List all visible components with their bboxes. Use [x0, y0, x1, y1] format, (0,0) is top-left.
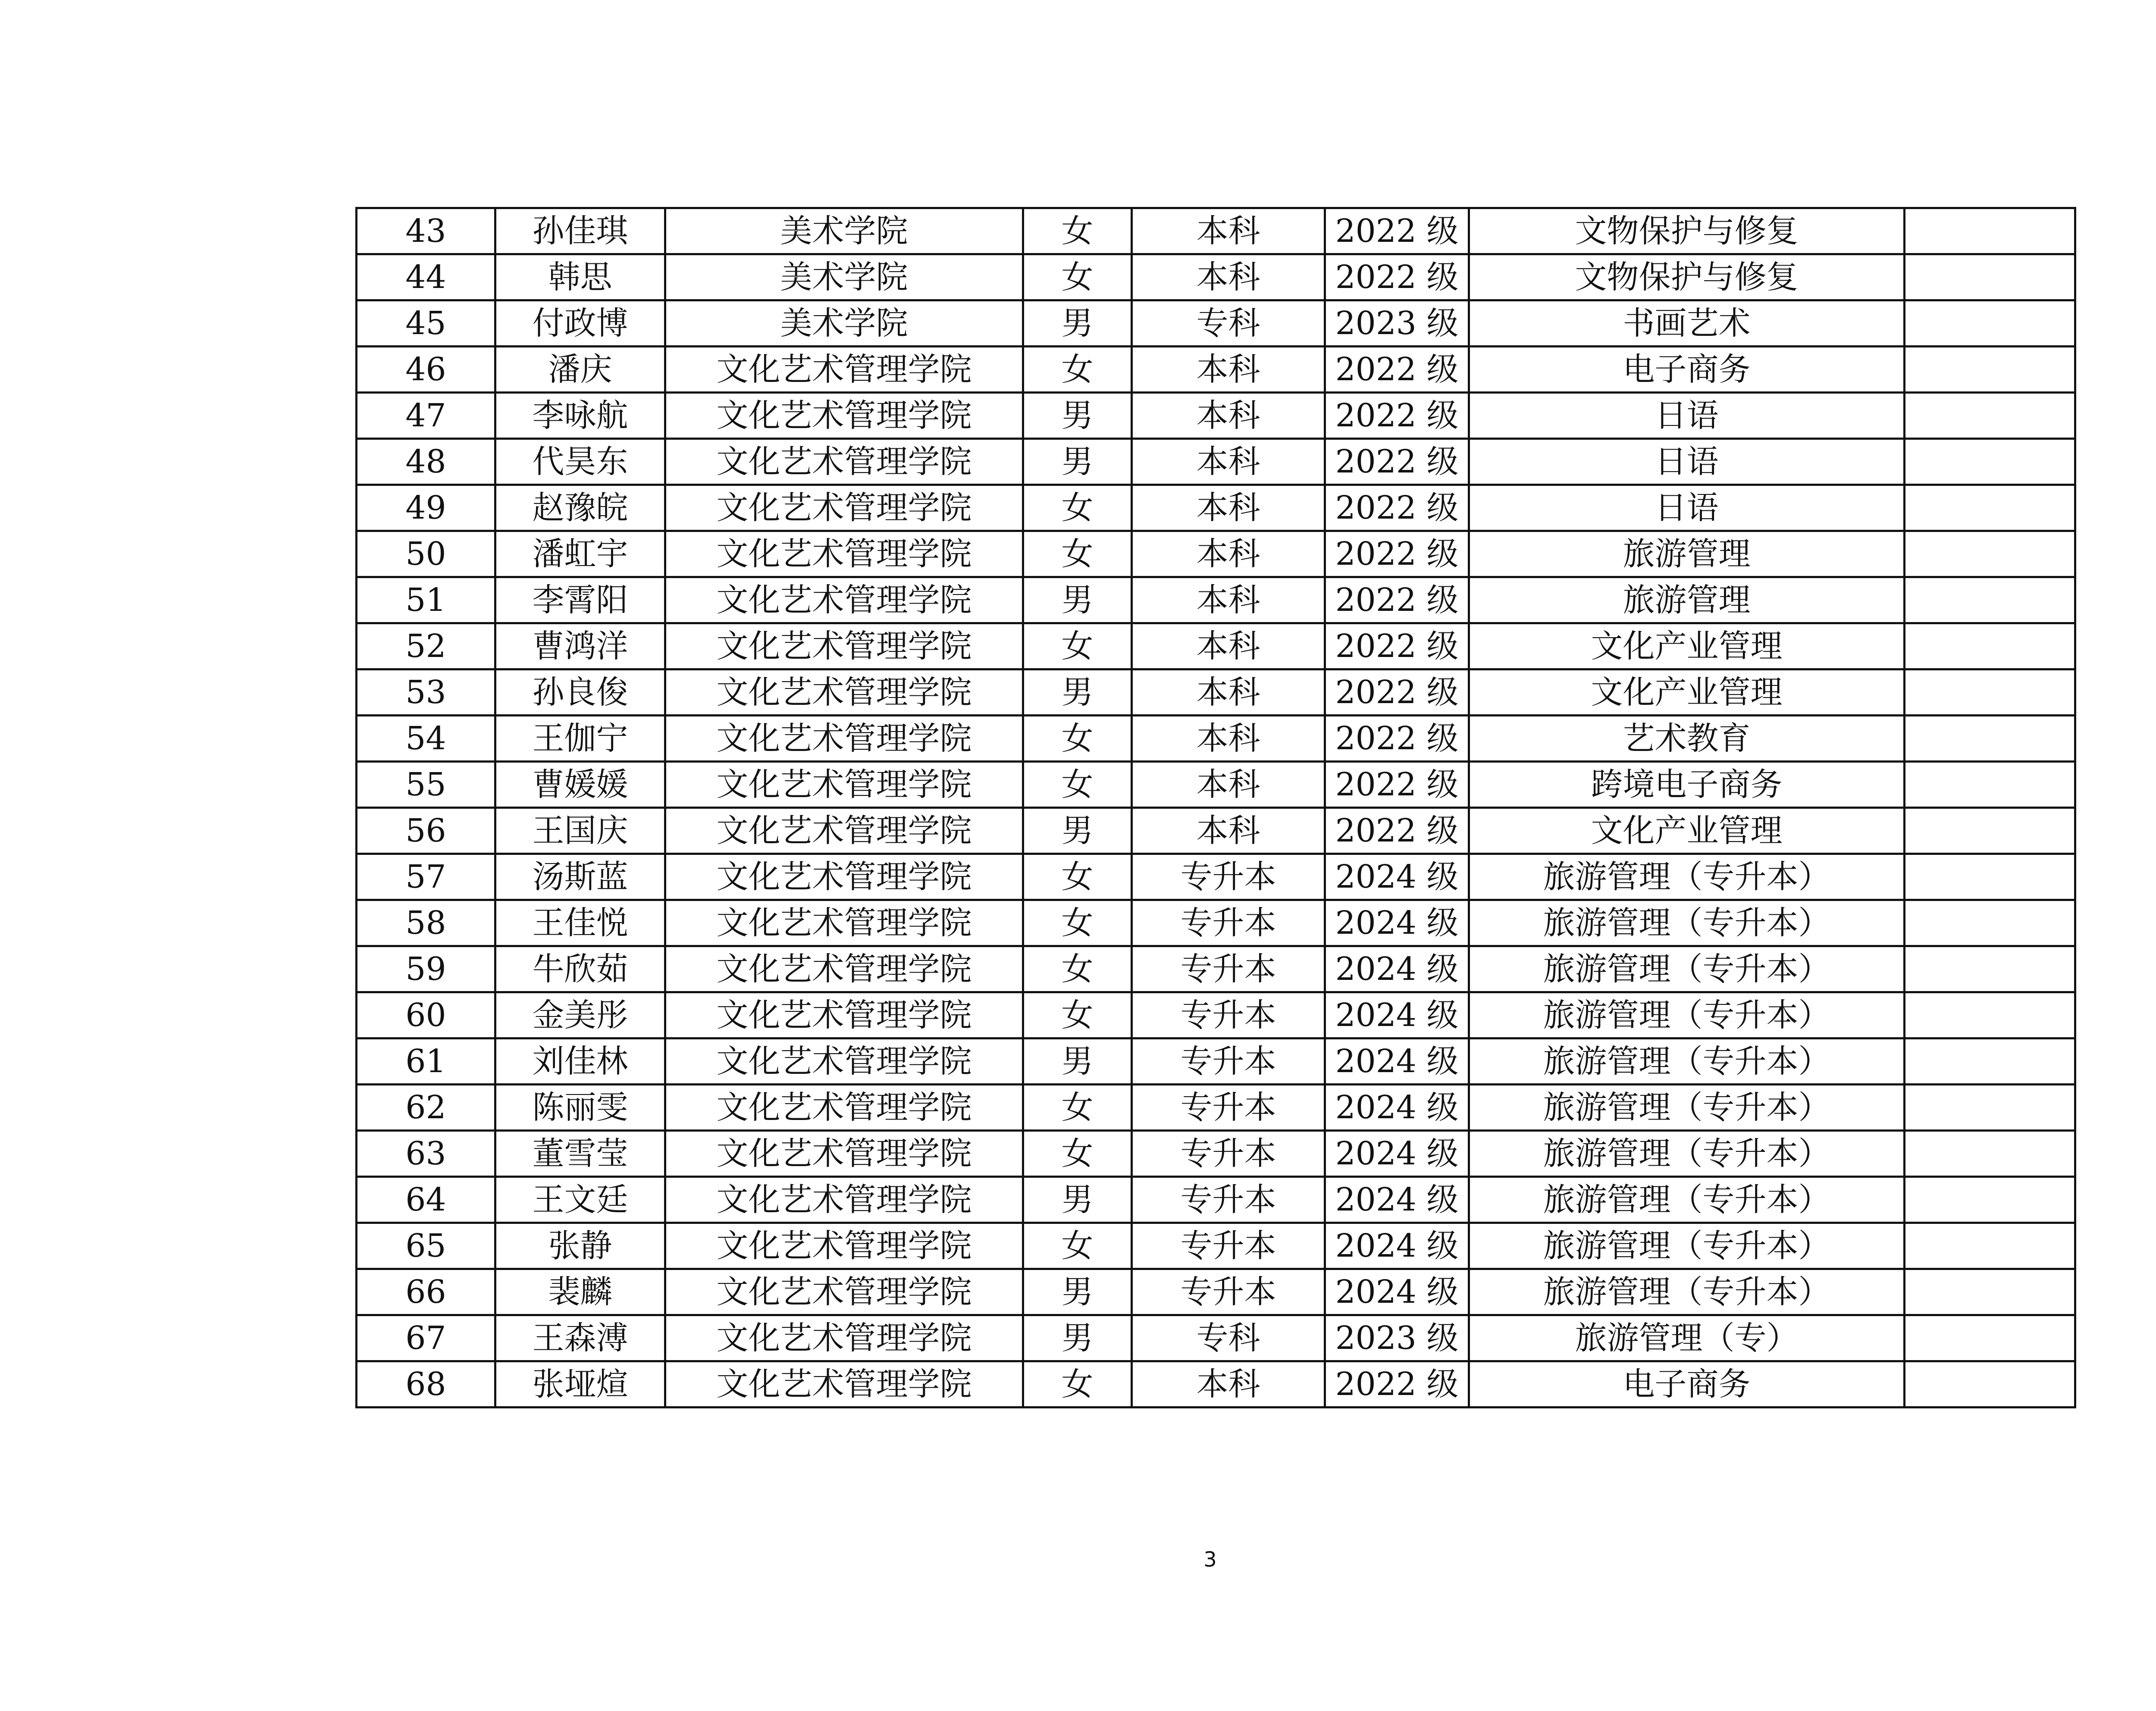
- education-level-cell: 专科: [1132, 300, 1325, 347]
- remark-cell: [1905, 669, 2075, 716]
- table-row: [357, 808, 2075, 854]
- grade-cell: 2024 级: [1325, 854, 1469, 900]
- grade-cell: 2022 级: [1325, 1361, 1469, 1408]
- college-cell: 文化艺术管理学院: [665, 1361, 1023, 1408]
- remark-cell: [1905, 900, 2075, 946]
- row-number-cell: 47: [357, 393, 495, 439]
- college-cell: 文化艺术管理学院: [665, 439, 1023, 485]
- college-cell: 文化艺术管理学院: [665, 347, 1023, 393]
- major-cell: 旅游管理（专升本）: [1469, 1131, 1905, 1177]
- table-row: [357, 300, 2075, 347]
- student-name-cell: 李咏航: [495, 393, 665, 439]
- college-cell: 文化艺术管理学院: [665, 1223, 1023, 1269]
- remark-cell: [1905, 254, 2075, 300]
- row-number-cell: 53: [357, 669, 495, 716]
- gender-cell: 男: [1023, 1269, 1132, 1315]
- education-level-cell: 本科: [1132, 531, 1325, 577]
- student-name-cell: 汤斯蓝: [495, 854, 665, 900]
- education-level-cell: 专升本: [1132, 992, 1325, 1038]
- education-level-cell: 本科: [1132, 485, 1325, 531]
- student-name-cell: 刘佳林: [495, 1038, 665, 1085]
- student-name-cell: 韩思: [495, 254, 665, 300]
- college-cell: 文化艺术管理学院: [665, 393, 1023, 439]
- gender-cell: 男: [1023, 439, 1132, 485]
- major-cell: 日语: [1469, 393, 1905, 439]
- student-name-cell: 王伽宁: [495, 716, 665, 762]
- student-name-cell: 金美彤: [495, 992, 665, 1038]
- gender-cell: 男: [1023, 669, 1132, 716]
- student-name-cell: 牛欣茹: [495, 946, 665, 992]
- row-number-cell: 57: [357, 854, 495, 900]
- remark-cell: [1905, 347, 2075, 393]
- college-cell: 文化艺术管理学院: [665, 1131, 1023, 1177]
- gender-cell: 女: [1023, 347, 1132, 393]
- row-number-cell: 59: [357, 946, 495, 992]
- grade-cell: 2022 级: [1325, 254, 1469, 300]
- college-cell: 文化艺术管理学院: [665, 669, 1023, 716]
- table-row: [357, 900, 2075, 946]
- education-level-cell: 本科: [1132, 762, 1325, 808]
- row-number-cell: 44: [357, 254, 495, 300]
- table-body: [357, 208, 2075, 1408]
- student-name-cell: 孙良俊: [495, 669, 665, 716]
- major-cell: 电子商务: [1469, 1361, 1905, 1408]
- gender-cell: 女: [1023, 716, 1132, 762]
- major-cell: 旅游管理（专升本）: [1469, 992, 1905, 1038]
- row-number-cell: 65: [357, 1223, 495, 1269]
- remark-cell: [1905, 1361, 2075, 1408]
- college-cell: 文化艺术管理学院: [665, 1038, 1023, 1085]
- education-level-cell: 本科: [1132, 716, 1325, 762]
- remark-cell: [1905, 1085, 2075, 1131]
- row-number-cell: 50: [357, 531, 495, 577]
- row-number-cell: 52: [357, 623, 495, 669]
- remark-cell: [1905, 1131, 2075, 1177]
- row-number-cell: 67: [357, 1315, 495, 1361]
- major-cell: 旅游管理（专升本）: [1469, 1038, 1905, 1085]
- education-level-cell: 专升本: [1132, 1269, 1325, 1315]
- education-level-cell: 专升本: [1132, 1177, 1325, 1223]
- remark-cell: [1905, 485, 2075, 531]
- gender-cell: 女: [1023, 762, 1132, 808]
- table-row: [357, 254, 2075, 300]
- row-number-cell: 60: [357, 992, 495, 1038]
- gender-cell: 女: [1023, 254, 1132, 300]
- table-row: [357, 347, 2075, 393]
- student-name-cell: 潘庆: [495, 347, 665, 393]
- college-cell: 文化艺术管理学院: [665, 623, 1023, 669]
- row-number-cell: 63: [357, 1131, 495, 1177]
- gender-cell: 女: [1023, 485, 1132, 531]
- college-cell: 文化艺术管理学院: [665, 531, 1023, 577]
- college-cell: 文化艺术管理学院: [665, 1177, 1023, 1223]
- table-row: [357, 1177, 2075, 1223]
- table-row: [357, 1038, 2075, 1085]
- college-cell: 文化艺术管理学院: [665, 854, 1023, 900]
- gender-cell: 女: [1023, 1131, 1132, 1177]
- major-cell: 文物保护与修复: [1469, 208, 1905, 254]
- grade-cell: 2022 级: [1325, 393, 1469, 439]
- gender-cell: 女: [1023, 1223, 1132, 1269]
- gender-cell: 男: [1023, 808, 1132, 854]
- table-row: [357, 1315, 2075, 1361]
- education-level-cell: 本科: [1132, 439, 1325, 485]
- remark-cell: [1905, 1038, 2075, 1085]
- table-row: [357, 393, 2075, 439]
- student-name-cell: 王森溥: [495, 1315, 665, 1361]
- gender-cell: 男: [1023, 1177, 1132, 1223]
- row-number-cell: 68: [357, 1361, 495, 1408]
- college-cell: 文化艺术管理学院: [665, 485, 1023, 531]
- major-cell: 旅游管理（专升本）: [1469, 1223, 1905, 1269]
- major-cell: 艺术教育: [1469, 716, 1905, 762]
- student-name-cell: 赵豫皖: [495, 485, 665, 531]
- row-number-cell: 45: [357, 300, 495, 347]
- student-name-cell: 潘虹宇: [495, 531, 665, 577]
- major-cell: 旅游管理（专升本）: [1469, 854, 1905, 900]
- education-level-cell: 本科: [1132, 669, 1325, 716]
- grade-cell: 2022 级: [1325, 669, 1469, 716]
- college-cell: 文化艺术管理学院: [665, 762, 1023, 808]
- student-name-cell: 曹鸿洋: [495, 623, 665, 669]
- gender-cell: 女: [1023, 531, 1132, 577]
- gender-cell: 男: [1023, 577, 1132, 623]
- remark-cell: [1905, 531, 2075, 577]
- student-name-cell: 孙佳琪: [495, 208, 665, 254]
- gender-cell: 男: [1023, 1038, 1132, 1085]
- grade-cell: 2023 级: [1325, 300, 1469, 347]
- major-cell: 文化产业管理: [1469, 808, 1905, 854]
- education-level-cell: 本科: [1132, 577, 1325, 623]
- education-level-cell: 专升本: [1132, 1223, 1325, 1269]
- row-number-cell: 43: [357, 208, 495, 254]
- row-number-cell: 46: [357, 347, 495, 393]
- gender-cell: 男: [1023, 300, 1132, 347]
- grade-cell: 2024 级: [1325, 946, 1469, 992]
- major-cell: 文化产业管理: [1469, 623, 1905, 669]
- remark-cell: [1905, 1177, 2075, 1223]
- education-level-cell: 专升本: [1132, 900, 1325, 946]
- major-cell: 电子商务: [1469, 347, 1905, 393]
- grade-cell: 2024 级: [1325, 900, 1469, 946]
- grade-cell: 2022 级: [1325, 762, 1469, 808]
- remark-cell: [1905, 992, 2075, 1038]
- table-row: [357, 623, 2075, 669]
- remark-cell: [1905, 854, 2075, 900]
- education-level-cell: 专升本: [1132, 1038, 1325, 1085]
- college-cell: 文化艺术管理学院: [665, 1315, 1023, 1361]
- table-row: [357, 946, 2075, 992]
- remark-cell: [1905, 762, 2075, 808]
- remark-cell: [1905, 300, 2075, 347]
- grade-cell: 2024 级: [1325, 1269, 1469, 1315]
- remark-cell: [1905, 946, 2075, 992]
- student-name-cell: 裴麟: [495, 1269, 665, 1315]
- row-number-cell: 48: [357, 439, 495, 485]
- college-cell: 文化艺术管理学院: [665, 1269, 1023, 1315]
- row-number-cell: 64: [357, 1177, 495, 1223]
- gender-cell: 女: [1023, 1085, 1132, 1131]
- grade-cell: 2022 级: [1325, 623, 1469, 669]
- major-cell: 旅游管理（专升本）: [1469, 946, 1905, 992]
- table-row: [357, 531, 2075, 577]
- major-cell: 旅游管理: [1469, 531, 1905, 577]
- remark-cell: [1905, 577, 2075, 623]
- table-row: [357, 1269, 2075, 1315]
- education-level-cell: 本科: [1132, 808, 1325, 854]
- education-level-cell: 本科: [1132, 347, 1325, 393]
- education-level-cell: 专升本: [1132, 1131, 1325, 1177]
- row-number-cell: 51: [357, 577, 495, 623]
- student-name-cell: 付政博: [495, 300, 665, 347]
- major-cell: 跨境电子商务: [1469, 762, 1905, 808]
- education-level-cell: 本科: [1132, 208, 1325, 254]
- college-cell: 美术学院: [665, 300, 1023, 347]
- college-cell: 文化艺术管理学院: [665, 808, 1023, 854]
- row-number-cell: 61: [357, 1038, 495, 1085]
- college-cell: 文化艺术管理学院: [665, 900, 1023, 946]
- table-row: [357, 1223, 2075, 1269]
- page-number: 3: [1203, 1548, 1217, 1572]
- college-cell: 文化艺术管理学院: [665, 946, 1023, 992]
- education-level-cell: 本科: [1132, 623, 1325, 669]
- major-cell: 旅游管理（专）: [1469, 1315, 1905, 1361]
- grade-cell: 2022 级: [1325, 347, 1469, 393]
- gender-cell: 女: [1023, 623, 1132, 669]
- student-name-cell: 代昊东: [495, 439, 665, 485]
- remark-cell: [1905, 716, 2075, 762]
- table-row: [357, 854, 2075, 900]
- table-row: [357, 439, 2075, 485]
- row-number-cell: 54: [357, 716, 495, 762]
- remark-cell: [1905, 208, 2075, 254]
- college-cell: 文化艺术管理学院: [665, 1085, 1023, 1131]
- table-row: [357, 1131, 2075, 1177]
- education-level-cell: 专科: [1132, 1315, 1325, 1361]
- gender-cell: 男: [1023, 1315, 1132, 1361]
- grade-cell: 2024 级: [1325, 1177, 1469, 1223]
- major-cell: 旅游管理: [1469, 577, 1905, 623]
- row-number-cell: 58: [357, 900, 495, 946]
- grade-cell: 2022 级: [1325, 808, 1469, 854]
- grade-cell: 2022 级: [1325, 485, 1469, 531]
- table-row: [357, 716, 2075, 762]
- major-cell: 文物保护与修复: [1469, 254, 1905, 300]
- college-cell: 文化艺术管理学院: [665, 577, 1023, 623]
- major-cell: 旅游管理（专升本）: [1469, 1085, 1905, 1131]
- education-level-cell: 专升本: [1132, 946, 1325, 992]
- grade-cell: 2022 级: [1325, 439, 1469, 485]
- college-cell: 美术学院: [665, 254, 1023, 300]
- student-name-cell: 王佳悦: [495, 900, 665, 946]
- student-name-cell: 李霄阳: [495, 577, 665, 623]
- gender-cell: 女: [1023, 946, 1132, 992]
- student-name-cell: 张静: [495, 1223, 665, 1269]
- remark-cell: [1905, 1315, 2075, 1361]
- remark-cell: [1905, 439, 2075, 485]
- major-cell: 文化产业管理: [1469, 669, 1905, 716]
- grade-cell: 2024 级: [1325, 1223, 1469, 1269]
- education-level-cell: 专升本: [1132, 1085, 1325, 1131]
- grade-cell: 2022 级: [1325, 577, 1469, 623]
- major-cell: 书画艺术: [1469, 300, 1905, 347]
- gender-cell: 女: [1023, 900, 1132, 946]
- college-cell: 美术学院: [665, 208, 1023, 254]
- table-row: [357, 1361, 2075, 1408]
- grade-cell: 2023 级: [1325, 1315, 1469, 1361]
- remark-cell: [1905, 393, 2075, 439]
- row-number-cell: 56: [357, 808, 495, 854]
- remark-cell: [1905, 808, 2075, 854]
- student-name-cell: 张垭煊: [495, 1361, 665, 1408]
- major-cell: 旅游管理（专升本）: [1469, 1177, 1905, 1223]
- row-number-cell: 62: [357, 1085, 495, 1131]
- grade-cell: 2022 级: [1325, 531, 1469, 577]
- grade-cell: 2024 级: [1325, 1085, 1469, 1131]
- grade-cell: 2022 级: [1325, 716, 1469, 762]
- table-row: [357, 762, 2075, 808]
- major-cell: 旅游管理（专升本）: [1469, 900, 1905, 946]
- education-level-cell: 本科: [1132, 1361, 1325, 1408]
- education-level-cell: 专升本: [1132, 854, 1325, 900]
- table-row: [357, 669, 2075, 716]
- major-cell: 旅游管理（专升本）: [1469, 1269, 1905, 1315]
- gender-cell: 女: [1023, 992, 1132, 1038]
- table-row: [357, 1085, 2075, 1131]
- gender-cell: 男: [1023, 393, 1132, 439]
- remark-cell: [1905, 1269, 2075, 1315]
- table-row: [357, 992, 2075, 1038]
- education-level-cell: 本科: [1132, 393, 1325, 439]
- gender-cell: 女: [1023, 208, 1132, 254]
- gender-cell: 女: [1023, 1361, 1132, 1408]
- college-cell: 文化艺术管理学院: [665, 992, 1023, 1038]
- table-row: [357, 485, 2075, 531]
- remark-cell: [1905, 1223, 2075, 1269]
- major-cell: 日语: [1469, 485, 1905, 531]
- student-name-cell: 曹媛媛: [495, 762, 665, 808]
- grade-cell: 2024 级: [1325, 1038, 1469, 1085]
- student-table: [355, 207, 2076, 1408]
- student-name-cell: 王文廷: [495, 1177, 665, 1223]
- remark-cell: [1905, 623, 2075, 669]
- student-name-cell: 王国庆: [495, 808, 665, 854]
- student-name-cell: 陈丽雯: [495, 1085, 665, 1131]
- major-cell: 日语: [1469, 439, 1905, 485]
- row-number-cell: 49: [357, 485, 495, 531]
- table-row: [357, 208, 2075, 254]
- college-cell: 文化艺术管理学院: [665, 716, 1023, 762]
- row-number-cell: 55: [357, 762, 495, 808]
- grade-cell: 2022 级: [1325, 208, 1469, 254]
- table-row: [357, 577, 2075, 623]
- grade-cell: 2024 级: [1325, 992, 1469, 1038]
- row-number-cell: 66: [357, 1269, 495, 1315]
- education-level-cell: 本科: [1132, 254, 1325, 300]
- gender-cell: 女: [1023, 854, 1132, 900]
- grade-cell: 2024 级: [1325, 1131, 1469, 1177]
- student-name-cell: 董雪莹: [495, 1131, 665, 1177]
